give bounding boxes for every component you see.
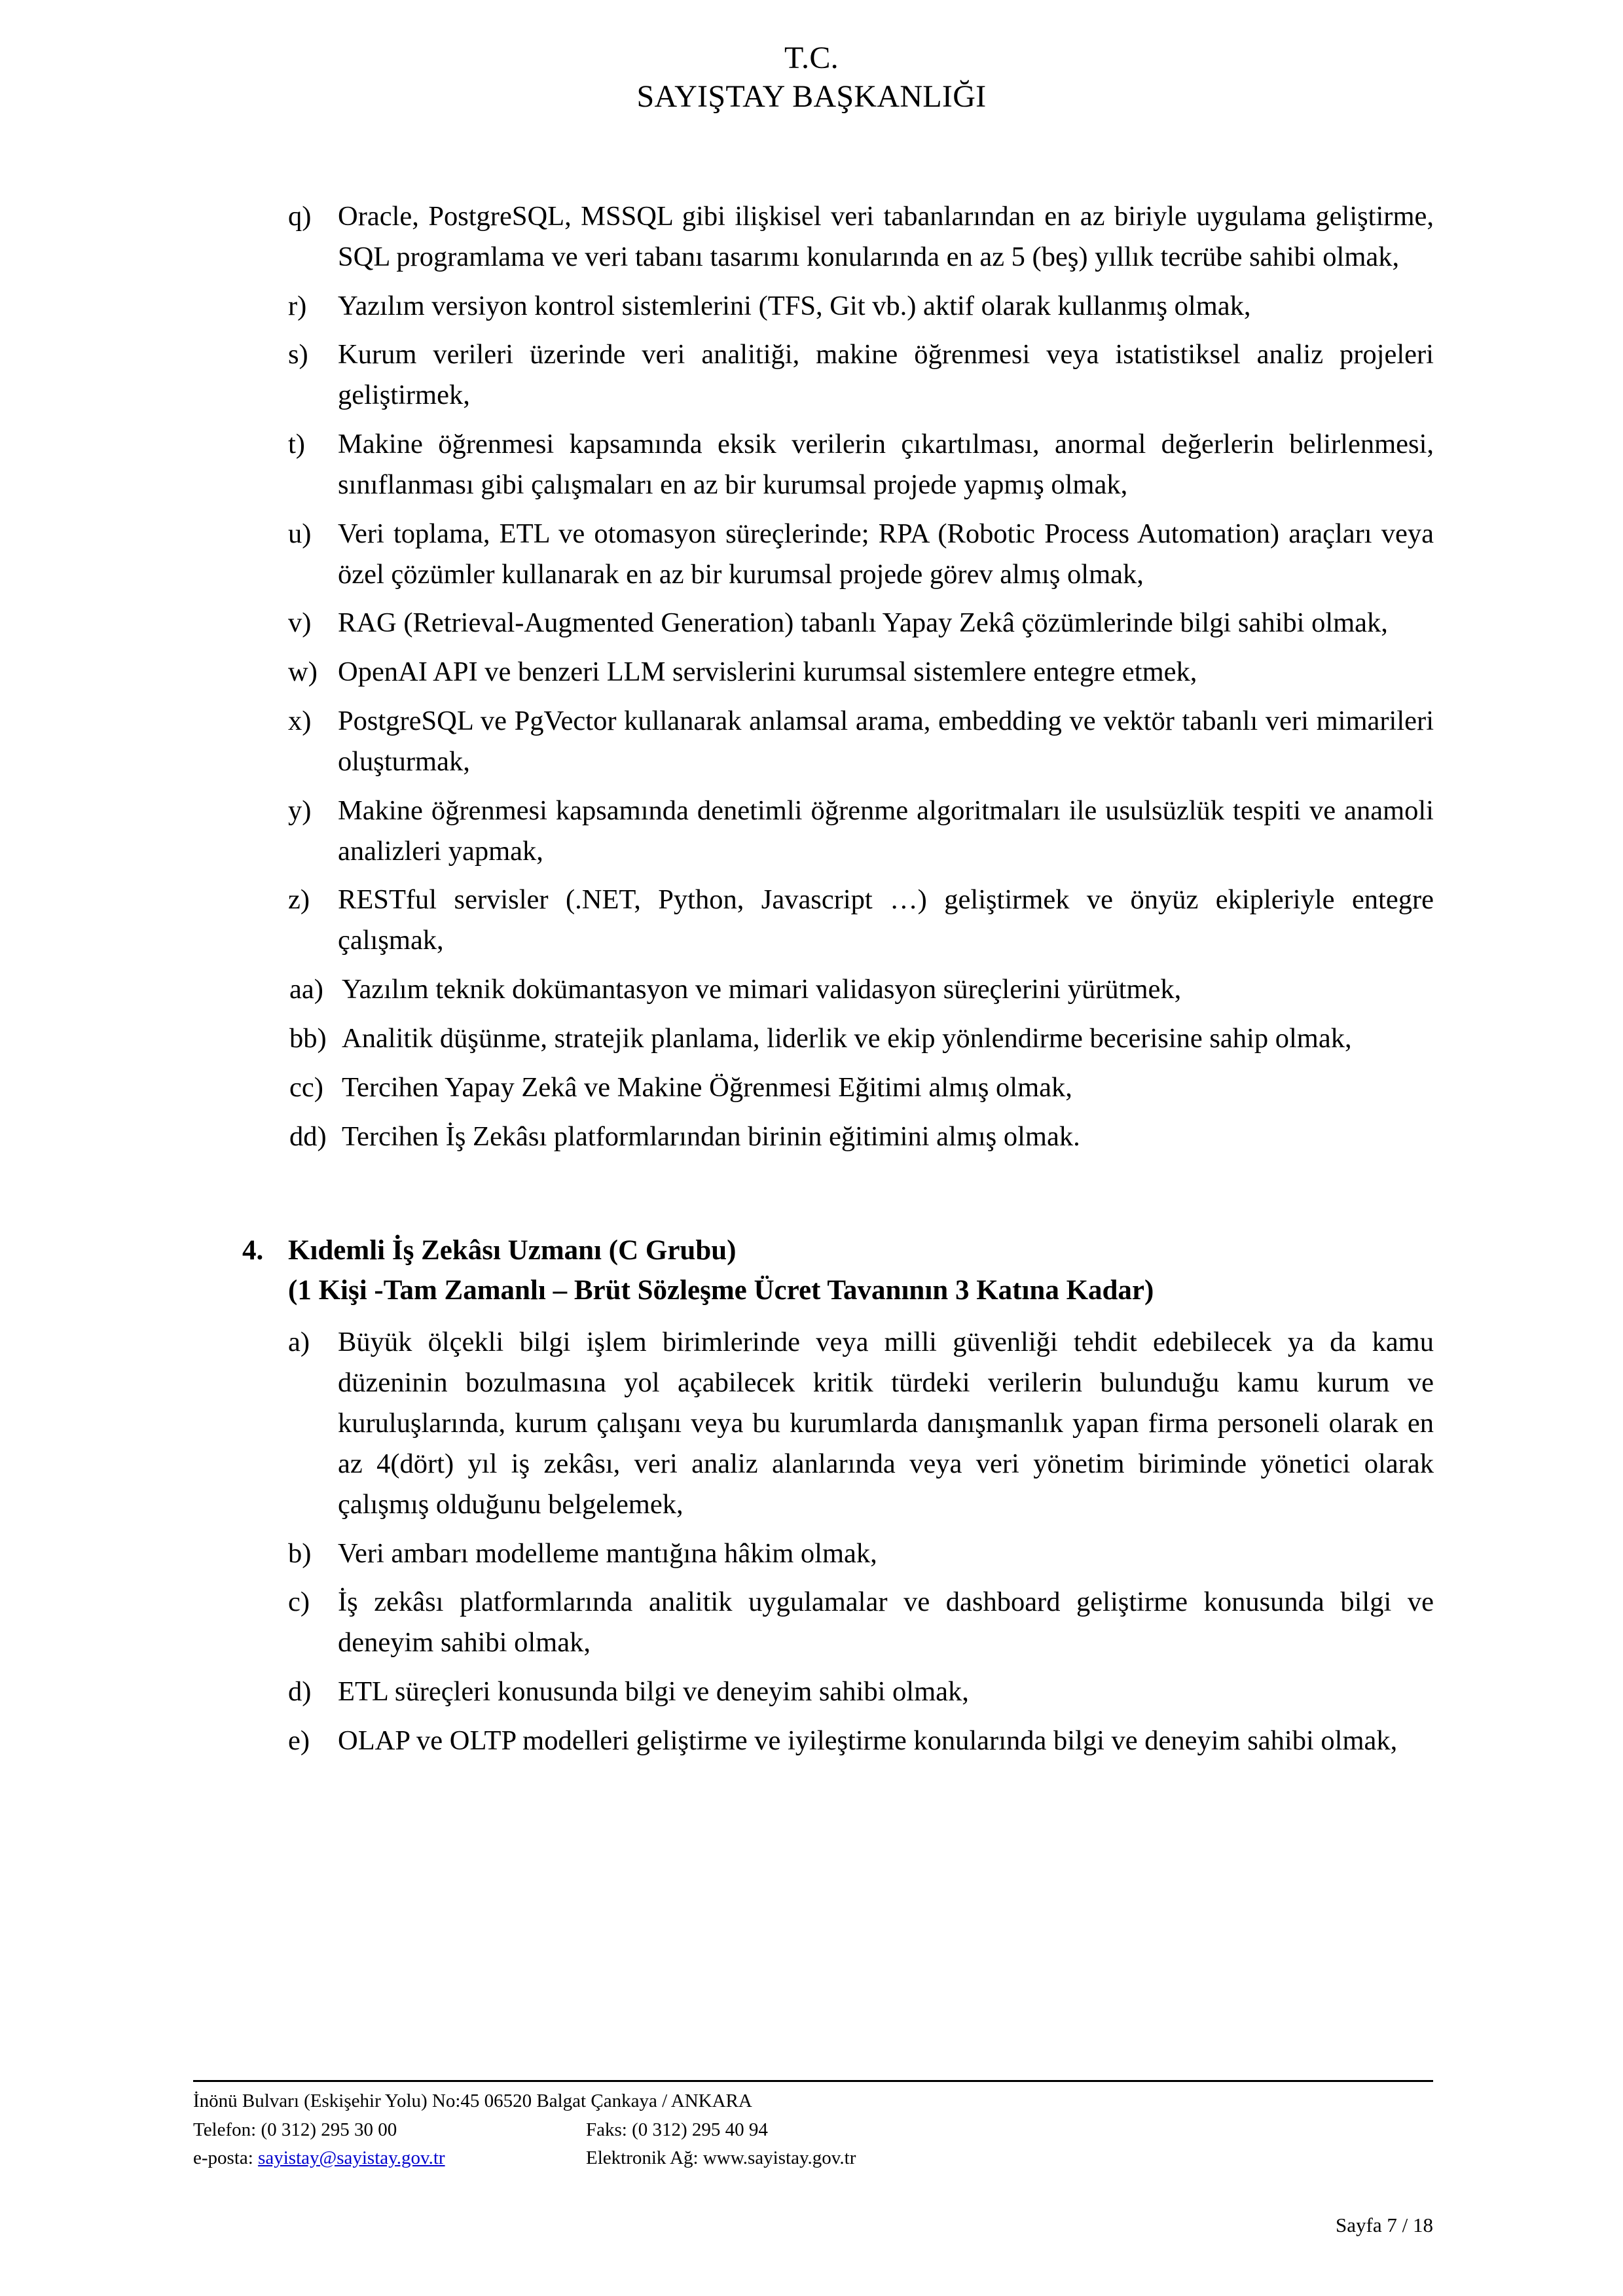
list-item-text: RAG (Retrieval-Augmented Generation) tabanlı Yapay Zekâ çözümlerinde bilgi sahibi olmak, <box>338 607 1388 639</box>
list-marker: c) <box>288 1587 310 1618</box>
list-marker: b) <box>288 1537 312 1569</box>
header-line-institution: SAYIŞTAY BAŞKANLIĞI <box>636 79 987 114</box>
list-marker: a) <box>288 1327 310 1358</box>
list-item-text: Makine öğrenmesi kapsamında eksik verilerin çıkartılması, anormal değerlerin belirlenmesi, sınıflanması gibi çalışmaları en az bir kurumsal projede yapmış olmak, <box>338 429 1434 500</box>
list-item <box>223 514 1434 595</box>
list-item-text: Analitik düşünme, stratejik planlama, liderlik ve ekip yönlendirme becerisine sahip olmak, <box>342 1022 1352 1054</box>
list-item-text: Tercihen Yapay Zekâ ve Makine Öğrenmesi Eğitimi almış olmak, <box>342 1071 1072 1103</box>
list-marker: s) <box>288 339 308 370</box>
list-item <box>223 1117 1434 1157</box>
list-item <box>223 603 1434 643</box>
list-item <box>223 1672 1434 1712</box>
list-item <box>223 1582 1434 1663</box>
list-item-text: OLAP ve OLTP modelleri geliştirme ve iyileştirme konularında bilgi ve deneyim sahibi olmak, <box>338 1725 1398 1756</box>
footer-email-label: e-posta: <box>193 2147 253 2168</box>
list-item <box>223 1721 1434 1761</box>
list-item-text: İş zekâsı platformlarında analitik uygulamalar ve dashboard geliştirme konusunda bilgi ve deneyim sahibi olmak, <box>338 1587 1434 1659</box>
list-item <box>223 1534 1434 1574</box>
list-marker: u) <box>288 518 312 549</box>
section-requirements-list <box>223 1322 1434 1761</box>
section-heading <box>223 1230 1434 1310</box>
list-item-text: Oracle, PostgreSQL, MSSQL gibi ilişkisel veri tabanlarından en az biriyle uygulama geliştirme, SQL programlama ve veri tabanı tasarımı konularında en az 5 (beş) yıllık tecrübe sahibi olmak, <box>338 201 1434 272</box>
page-footer <box>193 2080 1433 2173</box>
footer-address: İnönü Bulvarı (Eskişehir Yolu) No:45 06520 Balgat Çankaya / ANKARA <box>193 2090 752 2111</box>
list-item <box>223 1322 1434 1524</box>
list-marker: x) <box>288 706 312 737</box>
footer-fax: Faks: (0 312) 295 40 94 <box>586 2119 768 2140</box>
section-title-line2: (1 Kişi -Tam Zamanlı – Brüt Sözleşme Ücret Tavanının 3 Katına Kadar) <box>288 1275 1154 1306</box>
page-number: Sayfa 7 / 18 <box>1336 2214 1433 2236</box>
section-title <box>288 1230 1434 1310</box>
list-item-text: Yazılım teknik dokümantasyon ve mimari validasyon süreçlerini yürütmek, <box>342 974 1182 1005</box>
list-item <box>223 424 1434 505</box>
list-marker: r) <box>288 290 307 321</box>
section-number: 4. <box>242 1235 264 1266</box>
list-item-text: OpenAI API ve benzeri LLM servislerini kurumsal sistemlere entegre etmek, <box>338 656 1197 688</box>
list-item <box>223 701 1434 782</box>
list-item-text: Veri ambarı modelleme mantığına hâkim olmak, <box>338 1537 877 1569</box>
list-item <box>223 652 1434 692</box>
requirements-list-continued <box>223 196 1434 1157</box>
list-marker: w) <box>288 656 318 688</box>
list-marker: q) <box>288 201 312 232</box>
list-marker: cc) <box>289 1071 323 1103</box>
footer-contact-row-email <box>193 2144 1433 2173</box>
list-item <box>223 334 1434 416</box>
document-header <box>0 39 1623 116</box>
footer-website: Elektronik Ağ: www.sayistay.gov.tr <box>586 2147 856 2168</box>
list-item <box>223 791 1434 872</box>
footer-contact-row-phone <box>193 2116 1433 2145</box>
list-item-text: Veri toplama, ETL ve otomasyon süreçlerinde; RPA (Robotic Process Automation) araçları veya özel çözümler kullanarak en az bir kurumsal projede görev almış olmak, <box>338 518 1434 590</box>
list-item-text: Kurum verileri üzerinde veri analitiği, makine öğrenmesi veya istatistiksel analiz projeleri geliştirmek, <box>338 339 1434 411</box>
list-marker: dd) <box>289 1121 327 1152</box>
footer-phone: Telefon: (0 312) 295 30 00 <box>193 2119 397 2140</box>
list-marker: v) <box>288 607 312 639</box>
list-item <box>223 286 1434 327</box>
list-item <box>223 196 1434 278</box>
list-marker: y) <box>288 795 312 826</box>
spacer <box>223 1165 1434 1187</box>
list-item-text: Makine öğrenmesi kapsamında denetimli öğrenme algoritmaları ile usulsüzlük tespiti ve anamoli analizleri yapmak, <box>338 795 1434 867</box>
list-marker: e) <box>288 1725 310 1756</box>
list-marker: z) <box>288 884 310 916</box>
footer-email-link[interactable]: sayistay@sayistay.gov.tr <box>258 2147 445 2168</box>
list-item <box>223 880 1434 961</box>
list-marker: bb) <box>289 1022 327 1054</box>
list-item-text: RESTful servisler (.NET, Python, Javascript …) geliştirmek ve önyüz ekipleriyle entegre çalışmak, <box>338 884 1434 956</box>
list-item-text: ETL süreçleri konusunda bilgi ve deneyim sahibi olmak, <box>338 1676 969 1708</box>
document-body <box>223 196 1434 1770</box>
header-line-tc: T.C. <box>784 41 839 75</box>
list-marker: aa) <box>289 974 323 1005</box>
list-item <box>223 1067 1434 1108</box>
list-marker: d) <box>288 1676 312 1708</box>
list-item <box>223 1018 1434 1059</box>
list-item-text: Büyük ölçekli bilgi işlem birimlerinde veya milli güvenliği tehdit edebilecek ya da kamu düzeninin bozulmasına yol açabilecek kritik türdeki verilerin bulunduğu kamu kurum ve kuruluşlarında, kurum çalışanı veya bu kurumlarda danışmanlık yapan firma personeli olarak en az 4(dört) yıl iş zekâsı, veri analiz alanlarında veya veri yönetim biriminde yönetici olarak çalışmış olduğunu belgelemek, <box>338 1327 1434 1520</box>
section-title-line1: Kıdemli İş Zekâsı Uzmanı (C Grubu) <box>288 1235 737 1266</box>
footer-email <box>193 2144 586 2173</box>
list-item-text: Tercihen İş Zekâsı platformlarından birinin eğitimini almış olmak. <box>342 1121 1080 1152</box>
list-item-text: PostgreSQL ve PgVector kullanarak anlamsal arama, embedding ve vektör tabanlı veri mimarileri oluşturmak, <box>338 706 1434 777</box>
list-item <box>223 969 1434 1010</box>
footer-divider <box>193 2080 1433 2082</box>
list-marker: t) <box>288 429 305 460</box>
list-item-text: Yazılım versiyon kontrol sistemlerini (TFS, Git vb.) aktif olarak kullanmış olmak, <box>338 290 1251 321</box>
